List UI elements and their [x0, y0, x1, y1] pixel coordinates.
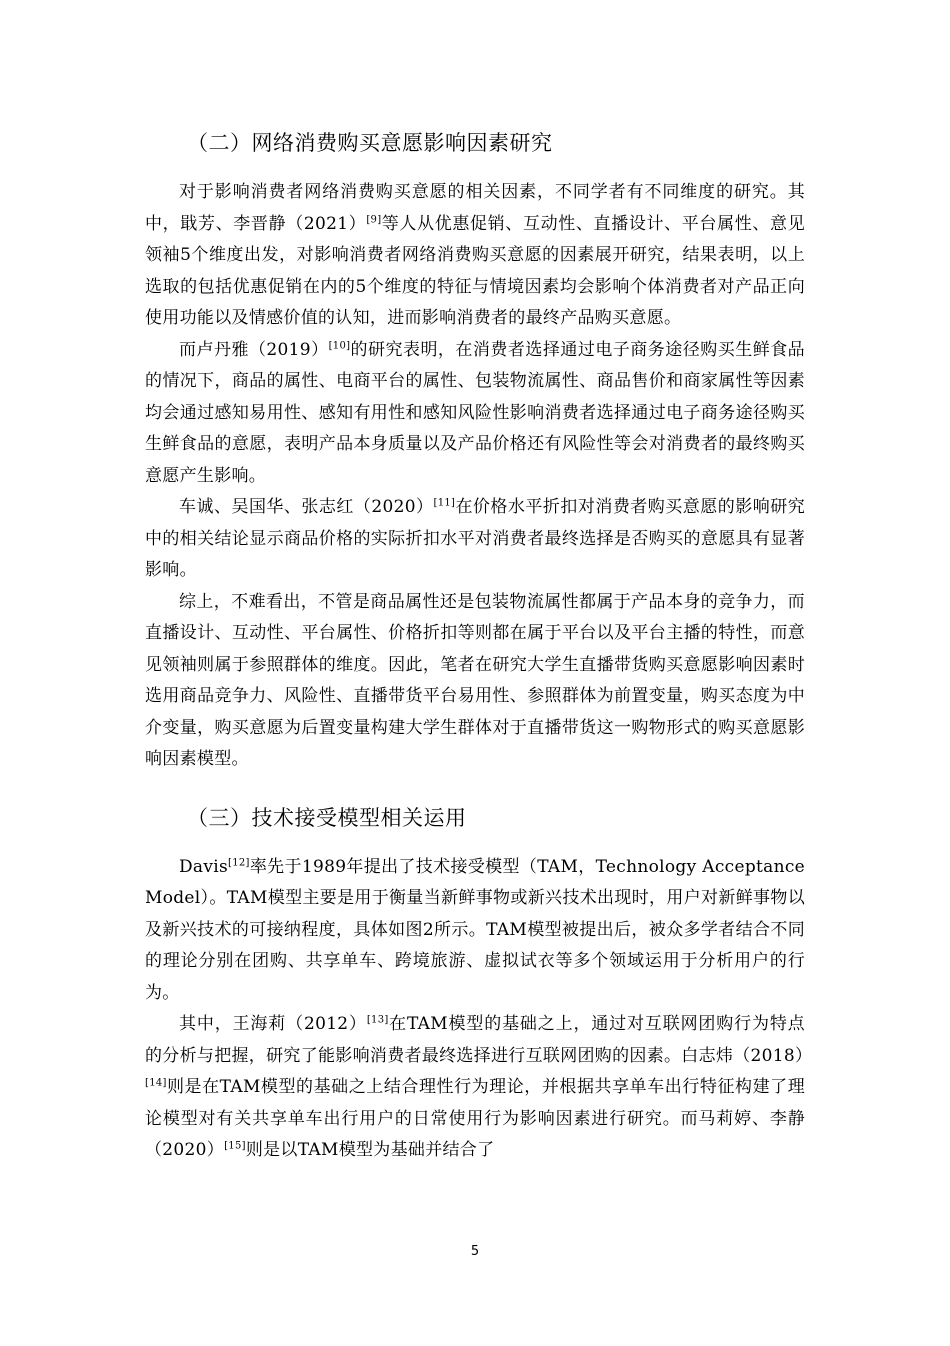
- paragraph: [145, 492, 805, 587]
- section-heading-2: （二）网络消费购买意愿影响因素研究: [187, 131, 553, 155]
- paragraph-text: 在TAM模型的基础之上，通过对互联网团购行为特点的分析与把握，研究了能影响消费者最终选择进行互联网团购的因素。白志炜（2018）: [145, 1014, 813, 1066]
- paragraph: [145, 587, 805, 776]
- citation-ref: [15]: [224, 1140, 246, 1152]
- paragraph-text: 的研究表明，在消费者选择通过电子商务途径购买生鲜食品的情况下，商品的属性、电商平台的属性、包装物流属性、商品售价和商家属性等因素均会通过感知易用性、感知有用性和感知风险性影响消费者选择通过电子商务途径购买生鲜食品的意愿，表明产品本身质量以及产品价格还有风险性等会对消费者的最终购买意愿产生影响。: [145, 339, 805, 486]
- paragraph-text: 对于影响消费者网络消费购买意愿的相关因素，不同学者有不同维度的研究。其中，戢芳、李晋静（2021）: [145, 182, 805, 234]
- paragraph-text: 等人从优惠促销、互动性、直播设计、平台属性、意见领袖5个维度出发，对影响消费者网络消费购买意愿的因素展开研究，结果表明，以上选取的包括优惠促销在内的5个维度的特征与情境因素均会影响个体消费者对产品正向使用功能以及情感价值的认知，进而影响消费者的最终产品购买意愿。: [145, 213, 806, 328]
- page-content: [145, 126, 813, 1167]
- paragraph: [145, 335, 805, 493]
- paragraph-text: 则是在TAM模型的基础之上结合理性行为理论，并根据共享单车出行特征构建了理论模型对有关共享单车出行用户的日常使用行为影响因素进行研究。而马莉婷、李静（2020）: [145, 1077, 805, 1160]
- citation-ref: [10]: [328, 339, 351, 351]
- paragraph: [145, 177, 805, 335]
- paragraph-text: Davis: [179, 856, 229, 877]
- paragraph-text: 车诚、吴国华、张志红（2020）: [179, 497, 434, 517]
- citation-ref: [12]: [228, 856, 250, 868]
- paragraph-text: 而卢丹雅（2019）: [179, 339, 329, 360]
- page-number: 5: [470, 1244, 480, 1259]
- paragraph-text: 率先于1989年提出了技术接受模型（TAM，Technology Acceptance Model）。TAM模型主要是用于衡量当新鲜事物或新兴技术出现时，用户对新鲜事物以及新兴技术的可接纳程度，具体如图2所示。TAM模型被提出后，被众多学者结合不同的理论分别在团购、共享单车、跨境旅游、虚拟试衣等多个领域运用于分析用户的行为。: [145, 856, 805, 1003]
- paragraph-text: 综上，不难看出，不管是商品属性还是包装物流属性都属于产品本身的竞争力，而直播设计、互动性、平台属性、价格折扣等则都在属于平台以及平台主播的特性，而意见领袖则属于参照群体的维度。因此，笔者在研究大学生直播带货购买意愿影响因素时选用商品竞争力、风险性、直播带货平台易用性、参照群体为前置变量，购买态度为中介变量，购买意愿为后置变量构建大学生群体对于直播带货这一购物形式的购买意愿影响因素模型。: [145, 591, 805, 769]
- paragraph-text: 在价格水平折扣对消费者购买意愿的影响研究中的相关结论显示商品价格的实际折扣水平对消费者最终选择是否购买的意愿具有显著影响。: [145, 497, 805, 580]
- citation-ref: [14]: [145, 1077, 167, 1089]
- citation-ref: [13]: [366, 1014, 389, 1026]
- paragraph-text: 其中，王海莉（2012）: [179, 1014, 367, 1034]
- citation-ref: [11]: [433, 497, 456, 509]
- paragraph: [145, 1009, 813, 1167]
- paragraph-text: 则是以TAM模型为基础并结合了: [245, 1140, 495, 1160]
- citation-ref: [9]: [366, 213, 382, 225]
- paragraph: [145, 852, 805, 1010]
- section-heading-3: （三）技术接受模型相关运用: [187, 805, 467, 830]
